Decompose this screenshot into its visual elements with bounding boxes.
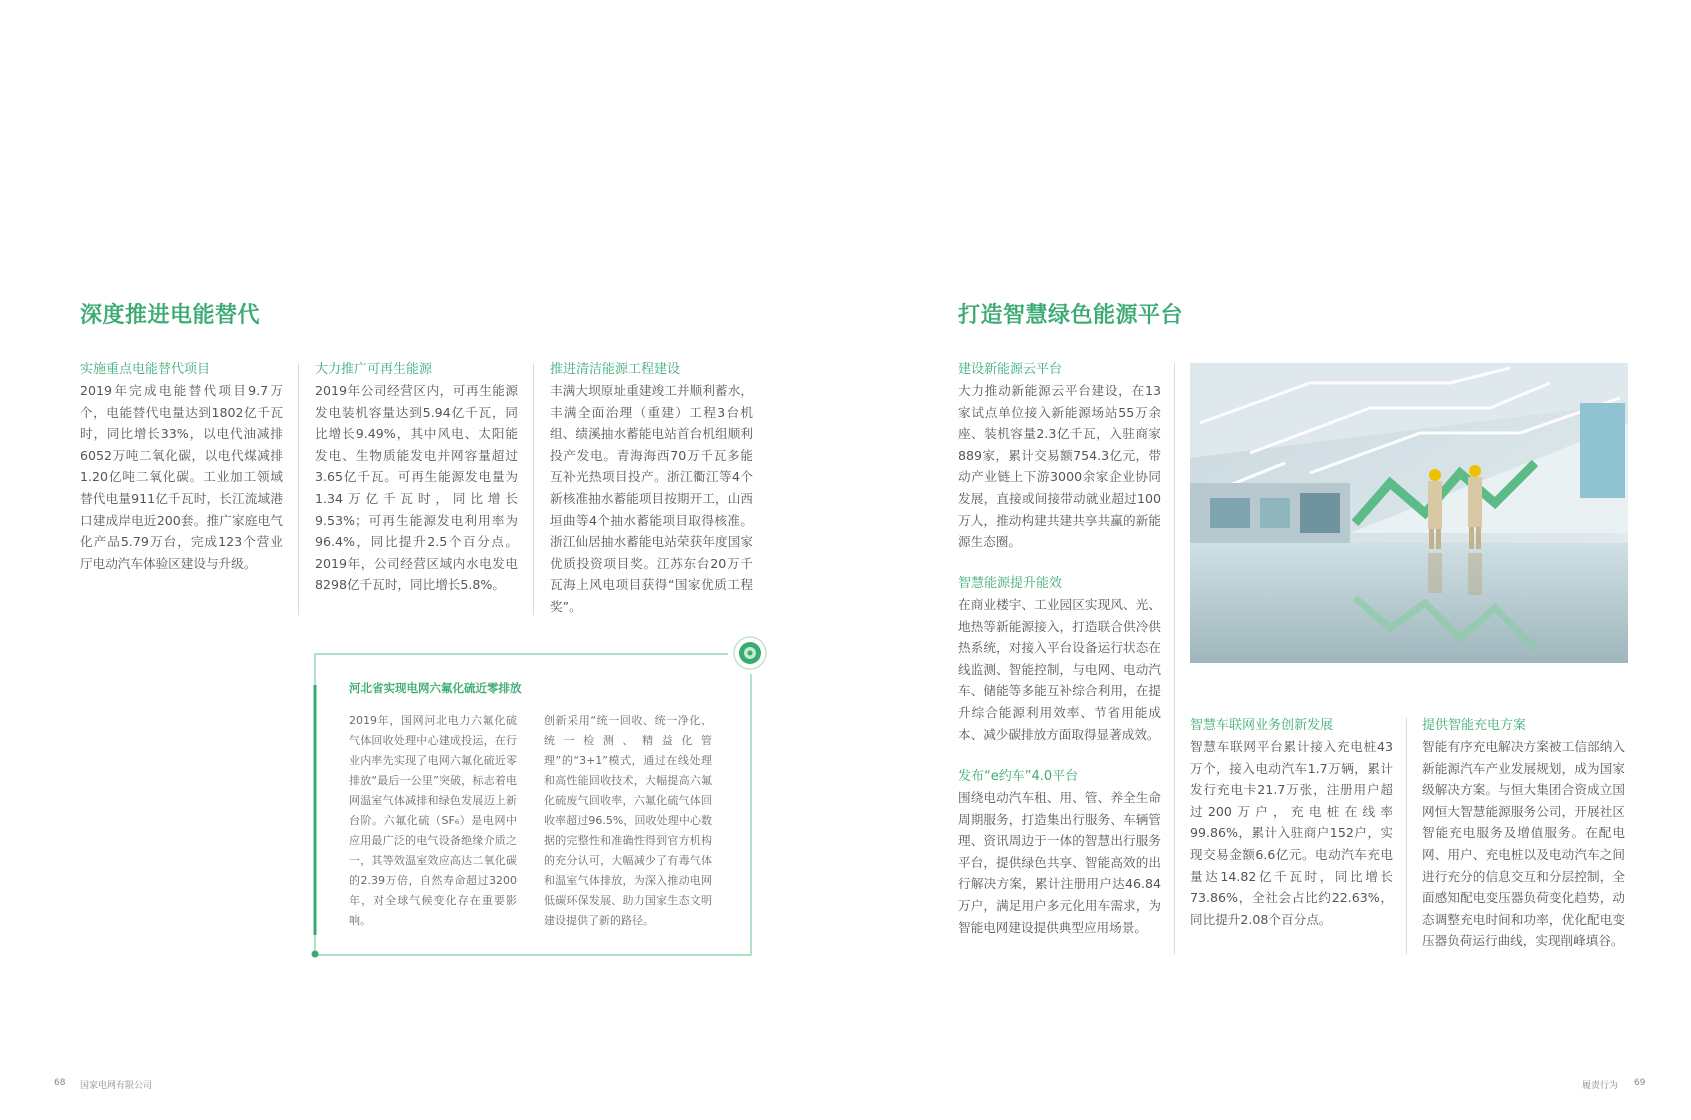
block3-title: 发布“e约车”4.0平台 [958,769,1079,784]
column-divider [533,363,534,615]
block4-text: 智慧车联网平台累计接入充电桩43万个，接入电动汽车1.7万辆，累计发行充电卡21.7万张，注册用户超过200万户，充电桩在线率99.86%，累计入驻商户152户，实现交易金额6.6亿元。电动汽车充电量达14.82亿千瓦时，同比增长73.86%，全社会占比约22.63%，同比提升2.08个百分点。 [1190,739,1393,927]
right-block-2 [958,574,1161,745]
col1-title: 实施重点电能替代项目 [80,362,211,377]
case-box-text-2: 创新采用“统一回收、统一净化、统一检测、精益化管理”的“3+1”模式，通过在线处理和高性能回收技术，大幅提高六氟化硫废气回收率，六氟化硫气体回收率超过96.5%，回收处理中心数据的完整性和准确性得到官方机构的充分认可，大幅减少了有毒气体和温室气体排放，为深入推动电网低碳环保发展、助力国家生态文明建设提供了新的路径。 [544,714,712,927]
right-block-3 [958,767,1161,938]
left-company-name: 国家电网有限公司 [80,1081,153,1091]
col1-text: 2019年完成电能替代项目9.7万个，电能替代电量达到1802亿千瓦时，同比增长33%，以电代油减排6052万吨二氧化碳，以电代煤减排1.20亿吨二氧化碳。工业加工领域替代电量911亿千瓦时，长江流域港口建成岸电近200套。推广家庭电气化产品5.79万台，完成123个营业厅电动汽车体验区建设与升级。 [80,383,283,571]
control-center-photo [1190,363,1628,663]
right-section-label: 履责行为 [1582,1081,1619,1091]
case-box-text-1: 2019年，国网河北电力六氟化硫气体回收处理中心建成投运，在行业内率先实现了电网六氟化硫近零排放“最后一公里”突破，标志着电网温室气体减排和绿色发展迈上新台阶。六氟化硫（SF₆）是电网中应用最广泛的电气设备绝缘介质之一，其等效温室效应高达二氧化碳的2.39万倍，自然寿命超过3200年，对全球气候变化存在重要影响。 [349,714,517,927]
case-box-title: 河北省实现电网六氟化硫近零排放 [349,681,522,695]
block3-text: 围绕电动汽车租、用、管、养全生命周期服务，打造集出行服务、车辆管理、资讯周边于一体的智慧出行服务平台，提供绿色共享、智能高效的出行解决方案，累计注册用户达46.84万户，满足用户多元化用车需求，为智能电网建设提供典型应用场景。 [958,790,1161,935]
left-section-title: 深度推进电能替代 [80,303,261,328]
block5-title: 提供智能充电方案 [1422,718,1527,733]
column-divider [298,363,299,615]
right-block-5 [1422,716,1625,952]
col3-text: 丰满大坝原址重建竣工并顺利蓄水，丰满全面治理（重建）工程3台机组、绩溪抽水蓄能电站首台机组顺利投产发电。青海海西70万千瓦多能互补光热项目投产。浙江衢江等4个新核准抽水蓄能项目按期开工，山西垣曲等4个抽水蓄能项目取得核准。浙江仙居抽水蓄能电站荣获年度国家优质投资项目奖。江苏东台20万千瓦海上风电项目获得“国家优质工程奖”。 [550,383,753,614]
right-section-title: 打造智慧绿色能源平台 [958,303,1184,328]
left-column-1 [80,360,283,574]
block2-title: 智慧能源提升能效 [958,576,1063,591]
leaf-icon [734,637,766,669]
block2-text: 在商业楼宇、工业园区实现风、光、地热等新能源接入，打造联合供冷供热系统，对接入平台设备运行状态在线监测、智能控制，与电网、电动汽车、储能等多能互补综合利用，在提升综合能源利用效率、节省用能成本、减少碳排放方面取得显著成效。 [958,597,1161,742]
col2-title: 大力推广可再生能源 [315,362,433,377]
column-divider [1174,363,1175,955]
right-block-1 [958,360,1161,553]
block1-text: 大力推动新能源云平台建设，在13家试点单位接入新能源场站55万余座、装机容量2.3亿千瓦，入驻商家889家，累计交易额754.3亿元，带动产业链上下游3000余家企业协同发展，直接或间接带动就业超过100万人，推动构建共建共享共赢的新能源生态圈。 [958,383,1161,550]
left-column-3 [550,360,753,618]
left-column-2 [315,360,518,596]
block5-text: 智能有序充电解决方案被工信部纳入新能源汽车产业发展规划，成为国家级解决方案。与恒大集团合资成立国网恒大智慧能源服务公司，开展社区智能充电服务及增值服务。在配电网、用户、充电桩以及电动汽车之间进行充分的信息交互和分层控制，全面感知配电变压器负荷变化趋势，动态调整充电时间和功率，优化配电变压器负荷运行曲线，实现削峰填谷。 [1422,739,1625,949]
col2-text: 2019年公司经营区内，可再生能源发电装机容量达到5.94亿千瓦，同比增长9.49%，其中风电、太阳能发电、生物质能发电并网容量超过3.65亿千瓦。可再生能源发电量为1.34万亿千瓦时，同比增长9.53%；可再生能源发电利用率为96.4%，同比提升2.5个百分点。2019年，公司经营区域内水电发电8298亿千瓦时，同比增长5.8%。 [315,383,518,593]
block4-title: 智慧车联网业务创新发展 [1190,718,1334,733]
right-page-number: 69 [1634,1078,1646,1088]
column-divider [1406,717,1407,955]
block1-title: 建设新能源云平台 [958,362,1063,377]
left-page-number: 68 [54,1078,66,1088]
right-block-4 [1190,716,1393,930]
col3-title: 推进清洁能源工程建设 [550,362,681,377]
